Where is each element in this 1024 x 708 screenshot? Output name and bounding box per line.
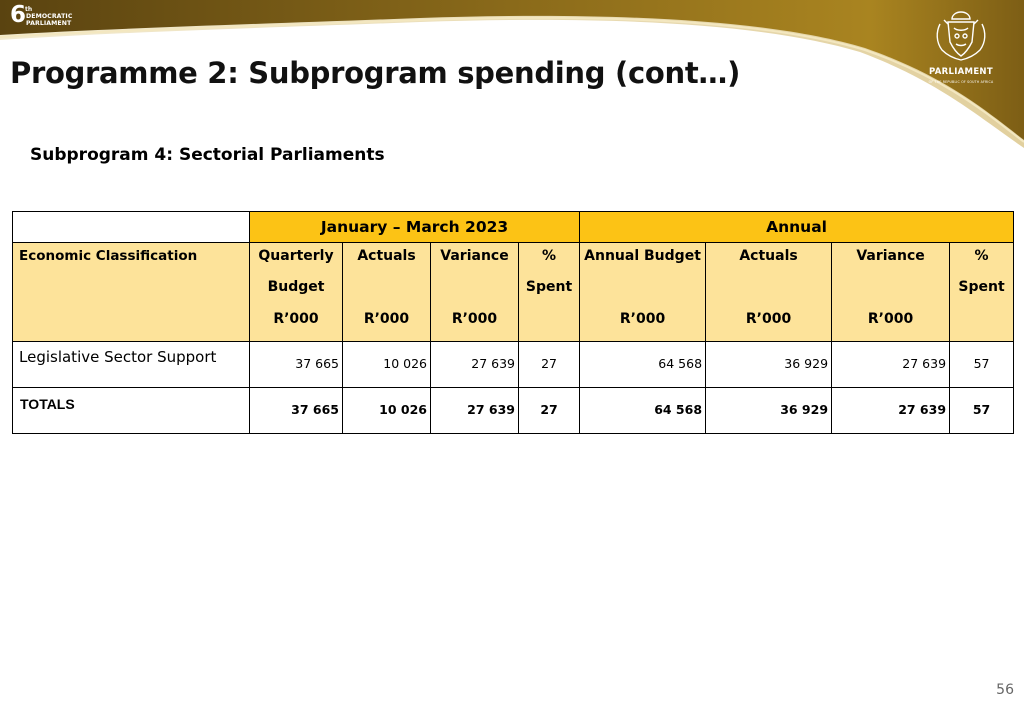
spending-table (12, 211, 1014, 434)
total-quarter-percent-spent: 27 (519, 388, 580, 434)
cell-quarter-actuals: 10 026 (343, 342, 431, 388)
parliament-wordmark: PARLIAMENT (929, 67, 993, 77)
total-annual-variance: 27 639 (832, 388, 950, 434)
cell-annual-percent-spent: 57 (950, 342, 1014, 388)
column-header-annual-actuals (706, 243, 832, 342)
cell-quarter-percent-spent: 27 (519, 342, 580, 388)
header-text: Annual Budget (584, 248, 701, 264)
totals-label: TOTALS (13, 388, 250, 434)
logo-superscript: th (25, 6, 33, 13)
column-header-row (13, 243, 1014, 342)
header-text: Actuals (739, 248, 798, 264)
column-header-annual-budget (580, 243, 706, 342)
total-quarter-variance: 27 639 (431, 388, 519, 434)
page-number: 56 (996, 682, 1014, 698)
total-quarter-actuals: 10 026 (343, 388, 431, 434)
total-annual-budget: 64 568 (580, 388, 706, 434)
totals-row (13, 388, 1014, 434)
logo-line-parliament: PARLIAMENT (26, 20, 72, 27)
column-header-quarter-percent-spent (519, 243, 580, 342)
header-unit: R’000 (619, 311, 666, 327)
sixth-parliament-logo (10, 2, 80, 29)
page-subtitle: Subprogram 4: Sectorial Parliaments (30, 145, 385, 165)
column-header-quarter-variance (431, 243, 519, 342)
cell-annual-budget: 64 568 (580, 342, 706, 388)
page-title: Programme 2: Subprogram spending (cont…) (10, 56, 741, 90)
header-text: Spent (958, 279, 1005, 295)
cell-quarterly-budget: 37 665 (250, 342, 343, 388)
classification-label: Economic Classification (19, 248, 198, 264)
total-annual-actuals: 36 929 (706, 388, 832, 434)
logo-number: 6 (10, 2, 27, 28)
table-row (13, 342, 1014, 388)
group-header-row (13, 212, 1014, 243)
group-header-blank (13, 212, 250, 243)
header-text: Budget (267, 279, 325, 295)
total-quarterly-budget: 37 665 (250, 388, 343, 434)
logo-line-democratic: DEMOCRATIC (26, 13, 73, 20)
column-header-quarter-actuals (343, 243, 431, 342)
column-header-quarterly-budget (250, 243, 343, 342)
header-text: Quarterly (258, 248, 334, 264)
parliament-crest-icon (928, 8, 994, 64)
parliament-subtext: OF THE REPUBLIC OF SOUTH AFRICA (928, 80, 994, 84)
total-annual-percent-spent: 57 (950, 388, 1014, 434)
group-header-annual: Annual (580, 212, 1014, 243)
header-text: Variance (440, 248, 509, 264)
header-unit: R’000 (451, 311, 498, 327)
header-unit: R’000 (363, 311, 410, 327)
column-header-annual-variance (832, 243, 950, 342)
cell-annual-variance: 27 639 (832, 342, 950, 388)
header-text: % (542, 248, 557, 264)
header-text: Variance (856, 248, 925, 264)
cell-annual-actuals: 36 929 (706, 342, 832, 388)
group-header-quarter: January – March 2023 (250, 212, 580, 243)
header-text: % (974, 248, 989, 264)
header-unit: R’000 (273, 311, 319, 327)
column-header-annual-percent-spent (950, 243, 1014, 342)
header-text: Spent (525, 279, 573, 295)
cell-quarter-variance: 27 639 (431, 342, 519, 388)
header-text: Actuals (357, 248, 416, 264)
header-unit: R’000 (867, 311, 914, 327)
header-unit: R’000 (745, 311, 792, 327)
row-classification-name: Legislative Sector Support (13, 342, 250, 388)
column-header-classification (13, 243, 250, 342)
